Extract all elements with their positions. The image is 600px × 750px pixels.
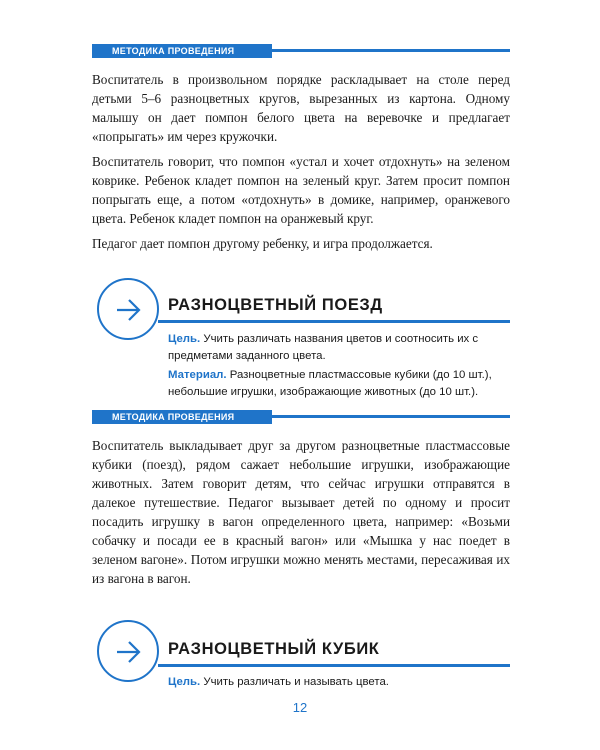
arrow-right-icon [115,640,143,664]
game-marker-circle [97,620,159,682]
paragraph: Педагог дает помпон другому ребенку, и игра продолжается. [92,236,433,251]
section-label-methodology: МЕТОДИКА ПРОВЕДЕНИЯ [92,44,272,58]
section-label-methodology: МЕТОДИКА ПРОВЕДЕНИЯ [92,410,272,424]
game-title-rule [158,664,510,667]
goal-line [168,674,511,691]
paragraph: Воспитатель говорит, что помпон «устал и хочет отдохнуть» на зеленом коврике. Ребенок кладет помпон на зеленый круг. Затем просит помпон попрыгать еще, а потом «отдохнуть» в домике, например, оранжевого цвета. Ребенок кладет помпон на оранжевый круг. [92,154,510,226]
material-line [168,367,511,401]
page-number: 12 [292,700,308,715]
goal-key: Цель. [168,676,201,688]
section-label-rule [272,49,510,52]
goal-key: Цель. [168,333,201,345]
paragraph: Воспитатель выкладывает друг за другом разноцветные пластмассовые кубики (поезд), рядом сажает небольшие игрушки, изображающие животных. Затем говорит детям, что сейчас игрушки отправятся в далекое путешествие. Педагог вызывает детей по одному и просит посадить игрушку в вагон определенного цвета, например: «Возьми собачку и посади ее в красный вагон» или «Мышка у нас поедет в зеленом вагоне». Потом игрушки можно менять местами, пересаживая их из вагона в вагон. [92,438,510,586]
paragraph: Воспитатель в произвольном порядке раскладывает на столе перед детьми 5–6 разноцветных кругов, вырезанных из картона. Одному малышу он дает помпон белого цвета на веревочке и предлагает «попрыгать» им через кружочки. [92,72,510,144]
section1-text [92,70,510,259]
goal-line [168,331,511,365]
section-label-rule [272,415,510,418]
goal-text: Учить различать названия цветов и соотносить их с предметами заданного цвета. [168,333,479,362]
game-title: РАЗНОЦВЕТНЫЙ КУБИК [168,640,380,658]
section2-text [92,436,510,594]
game-title-rule [158,320,510,323]
arrow-right-icon [115,298,143,322]
game-title: РАЗНОЦВЕТНЫЙ ПОЕЗД [168,296,383,314]
game-marker-circle [97,278,159,340]
game1-meta [168,331,511,403]
material-key: Материал. [168,369,227,381]
goal-text: Учить различать и называть цвета. [200,676,389,688]
game2-meta [168,674,511,693]
material-text: Разноцветные пластмассовые кубики (до 10 шт.), небольшие игрушки, изображающие животных (до 10 шт.). [168,369,492,398]
